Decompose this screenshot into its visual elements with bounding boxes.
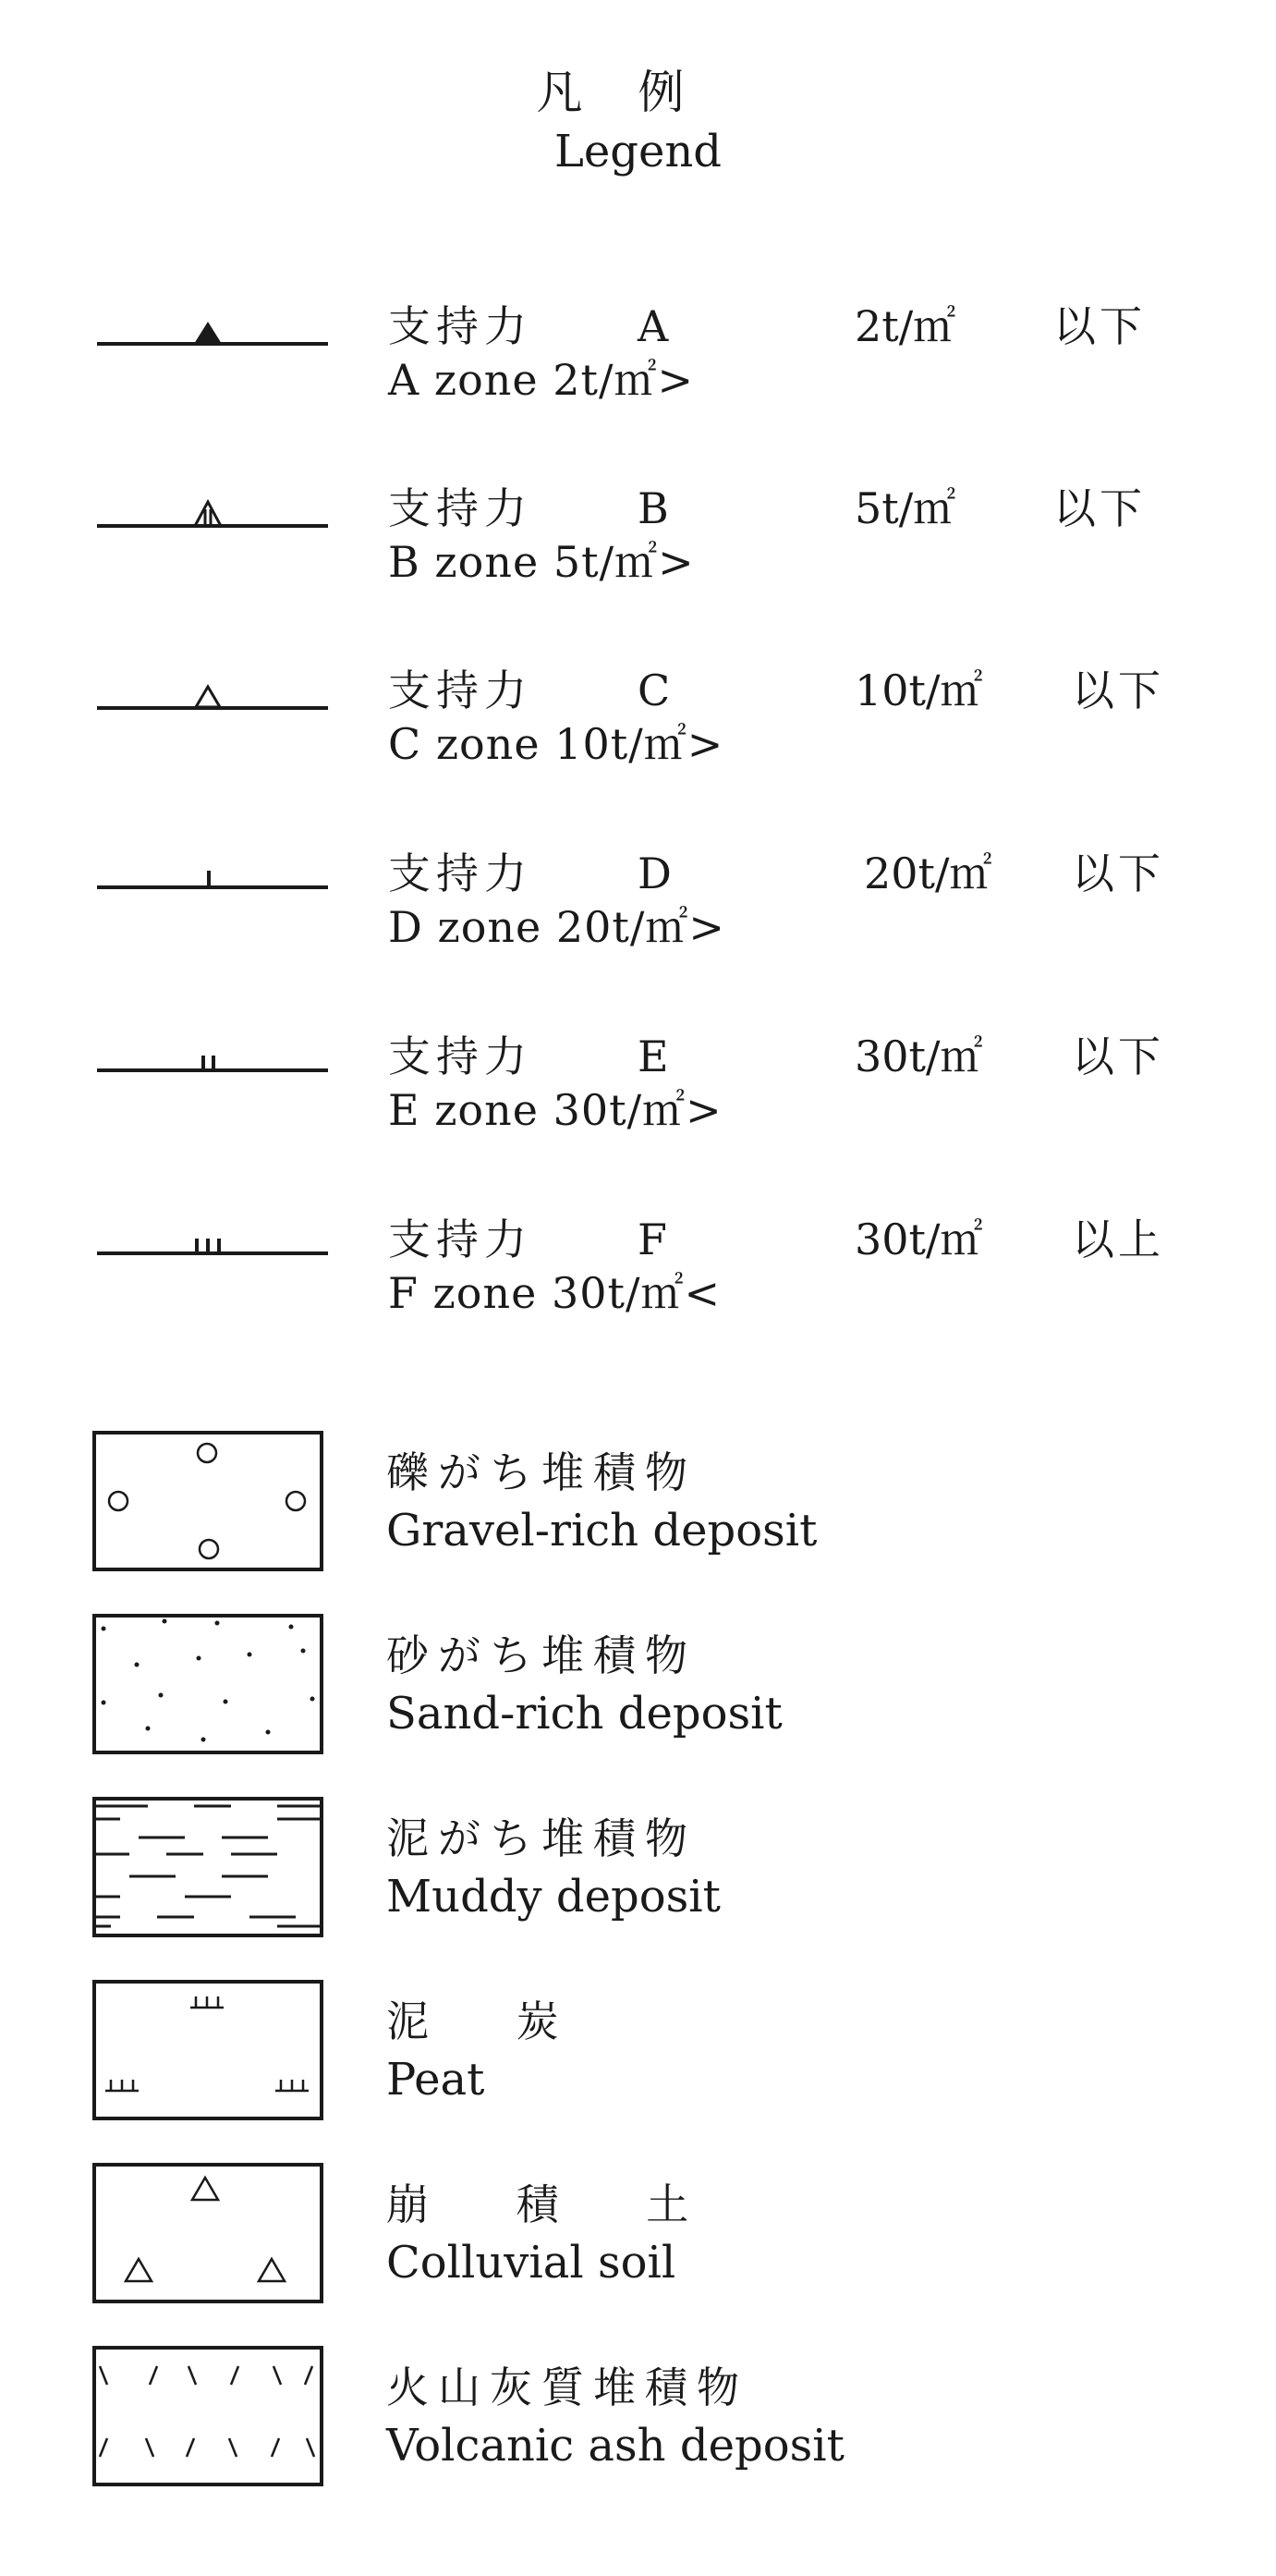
- zone-label-en: B zone 5t/㎡>: [388, 537, 695, 587]
- zone-letter: B: [638, 483, 669, 533]
- deposit-label-ja: 火山灰質堆積物: [386, 2362, 748, 2412]
- zone-condition: 以下: [1072, 665, 1164, 715]
- zone-value: 30t/㎡: [855, 1032, 983, 1081]
- deposit-gravel-row: [0, 1431, 1276, 1579]
- volcanic-ash-pattern-icon: [92, 2346, 323, 2486]
- deposit-label-en: Muddy deposit: [386, 1871, 721, 1923]
- zone-f-symbol-icon: [97, 1200, 328, 1311]
- zone-label-ja: 支持力: [388, 1032, 532, 1081]
- zone-a-row: [0, 287, 1276, 416]
- zone-label-en: D zone 20t/㎡>: [388, 902, 725, 952]
- zone-label-ja: 支持力: [388, 848, 532, 898]
- zone-b-row: [0, 469, 1276, 598]
- zone-d-row: [0, 834, 1276, 963]
- zone-c-row: [0, 651, 1276, 780]
- zone-label-en: C zone 10t/㎡>: [388, 719, 724, 769]
- zone-letter: A: [638, 301, 669, 351]
- zone-condition: 以下: [1053, 483, 1146, 533]
- zone-letter: E: [638, 1032, 669, 1081]
- zone-condition: 以下: [1072, 1032, 1164, 1081]
- mud-pattern-icon: [92, 1797, 323, 1937]
- zone-c-symbol-icon: [97, 651, 328, 762]
- zone-value: 20t/㎡: [864, 848, 992, 898]
- deposit-mud-row: [0, 1797, 1276, 1945]
- gravel-pattern-icon: [92, 1431, 323, 1571]
- deposit-label-en: Volcanic ash deposit: [386, 2420, 845, 2472]
- colluvial-pattern-icon: [92, 2163, 323, 2303]
- sand-pattern-icon: [92, 1614, 323, 1754]
- deposit-label-en: Sand-rich deposit: [386, 1688, 783, 1740]
- deposit-label-en: Peat: [386, 2054, 485, 2106]
- zone-label-ja: 支持力: [388, 483, 532, 533]
- zone-d-symbol-icon: [97, 834, 328, 945]
- legend-title-ja: 凡例: [536, 66, 740, 119]
- zone-letter: F: [638, 1215, 667, 1264]
- zone-a-symbol-icon: [97, 287, 328, 397]
- zone-label-en: F zone 30t/㎡<: [388, 1268, 721, 1318]
- zone-condition: 以上: [1072, 1215, 1164, 1264]
- deposit-label-ja: 泥 炭: [386, 1996, 596, 2046]
- deposit-volcanic-row: [0, 2346, 1276, 2494]
- deposit-label-ja: 砂がち堆積物: [386, 1630, 697, 1680]
- deposit-label-ja: 泥がち堆積物: [386, 1813, 697, 1863]
- zone-label-ja: 支持力: [388, 1215, 532, 1264]
- zone-label-ja: 支持力: [388, 301, 532, 351]
- deposit-label-ja: 礫がち堆積物: [386, 1447, 697, 1497]
- deposit-label-en: Gravel-rich deposit: [386, 1505, 818, 1557]
- zone-f-row: [0, 1200, 1276, 1329]
- peat-pattern-icon: [92, 1980, 323, 2120]
- zone-label-en: A zone 2t/㎡>: [388, 355, 695, 405]
- zone-letter: D: [638, 848, 672, 898]
- zone-value: 5t/㎡: [855, 483, 956, 533]
- zone-letter: C: [638, 665, 671, 715]
- legend-title-en: Legend: [553, 126, 723, 177]
- zone-label-ja: 支持力: [388, 665, 532, 715]
- deposit-sand-row: [0, 1614, 1276, 1762]
- zone-value: 10t/㎡: [855, 665, 983, 715]
- zone-e-symbol-icon: [97, 1017, 328, 1128]
- zone-value: 2t/㎡: [855, 301, 956, 351]
- deposit-colluvial-row: [0, 2163, 1276, 2311]
- zone-value: 30t/㎡: [855, 1215, 983, 1264]
- deposit-peat-row: [0, 1980, 1276, 2128]
- deposit-label-ja: 崩 積 土: [386, 2179, 726, 2229]
- zone-condition: 以下: [1053, 301, 1146, 351]
- zone-e-row: [0, 1017, 1276, 1146]
- zone-condition: 以下: [1072, 848, 1164, 898]
- zone-b-symbol-icon: [97, 469, 328, 580]
- zone-label-en: E zone 30t/㎡>: [388, 1085, 723, 1135]
- deposit-label-en: Colluvial soil: [386, 2237, 676, 2289]
